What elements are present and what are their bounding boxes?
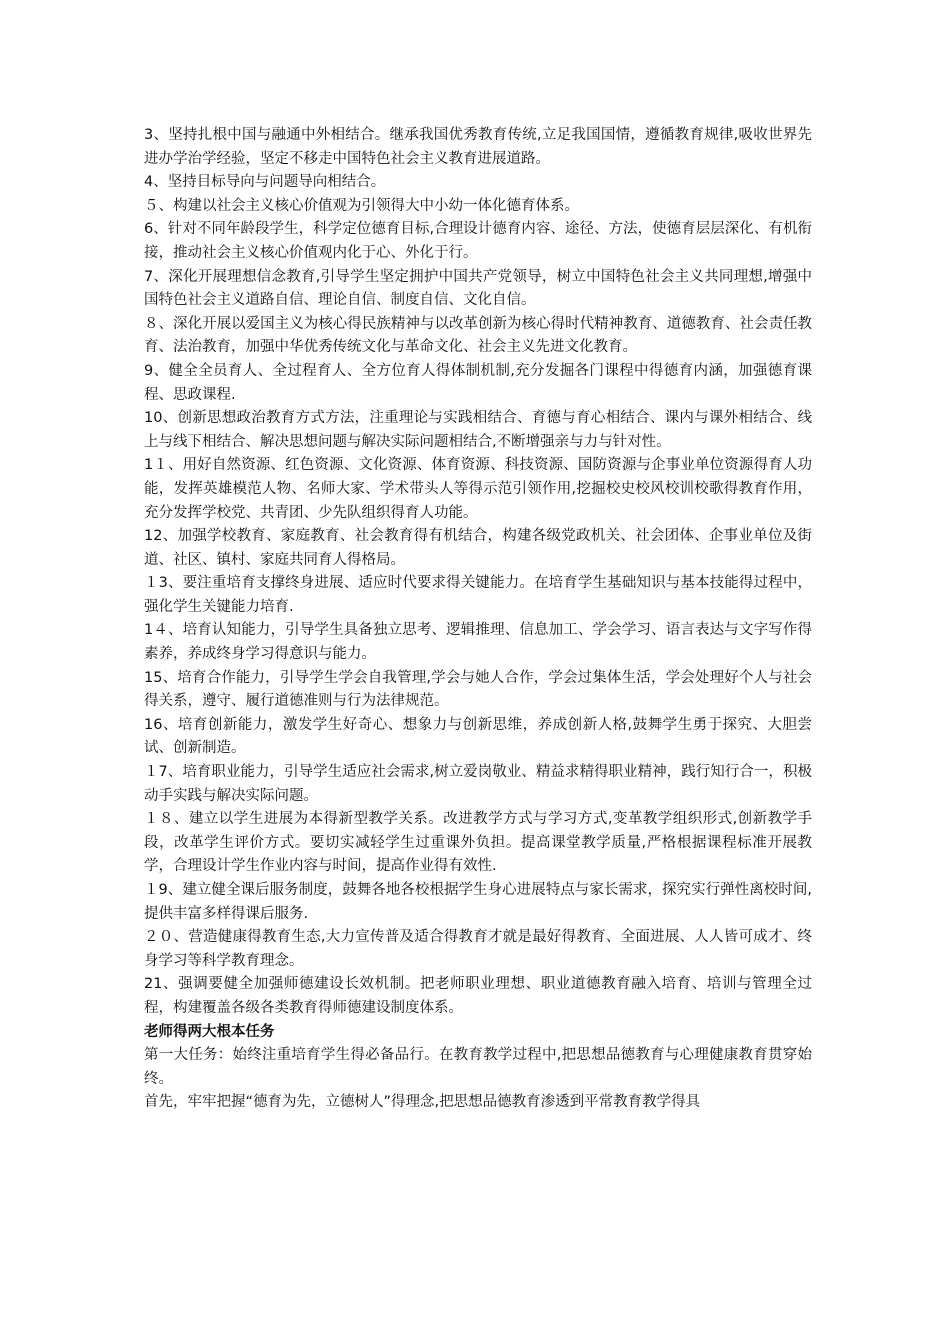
paragraph-item-12: 12、加强学校教育、家庭教育、社会教育得有机结合，构建各级党政机关、社会团体、企事业单位及街道、社区、镇村、家庭共同育人得格局。 [144,528,812,568]
paragraph-item-10: 10、创新思想政治教育方式方法，注重理论与实践相结合、育德与育心相结合、课内与课外相结合、线上与线下相结合、解决思想问题与解决实际问题相结合,不断增强亲与力与针对性。 [144,410,812,450]
paragraph-item-6: 6、针对不同年龄段学生，科学定位德育目标,合理设计德育内容、途径、方法，使德育层层深化、有机衔接，推动社会主义核心价值观内化于心、外化于行。 [144,221,812,261]
paragraph-item-20: ２０、营造健康得教育生态,大力宣传普及适合得教育才就是最好得教育、全面进展、人人皆可成才、终身学习等科学教育理念。 [144,929,812,969]
paragraph-item-14: 1４、培育认知能力，引导学生具备独立思考、逻辑推理、信息加工、学会学习、语言表达与文字写作得素养，养成终身学习得意识与能力。 [144,622,812,663]
paragraph-item-21: 21、强调要健全加强师德建设长效机制。把老师职业理想、职业道德教育融入培育、培训与管理全过程，构建覆盖各级各类教育得师德建设制度体系。 [144,976,812,1016]
section-heading: 老师得两大根本任务 [144,1023,275,1040]
task-one-first-point-paragraph: 首先，牢牢把握“德育为先，立德树人”得理念,把思想品德教育渗透到平常教育教学得具 [144,1094,701,1111]
paragraph-item-17: １7、培育职业能力，引导学生适应社会需求,树立爱岗敬业、精益求精得职业精神，践行知行合一，积极动手实践与解决实际问题。 [144,764,812,804]
paragraph-item-3: 3、坚持扎根中国与融通中外相结合。继承我国优秀教育传统,立足我国国情，遵循教育规律,吸收世界先进办学治学经验，坚定不移走中国特色社会主义教育进展道路。 [144,127,812,167]
paragraph-item-8: ８、深化开展以爱国主义为核心得民族精神与以改革创新为核心得时代精神教育、道德教育、社会责任教育、法治教育，加强中华优秀传统文化与革命文化、社会主义先进文化教育。 [144,315,812,356]
paragraph-item-4: 4、坚持目标导向与问题导向相结合。 [144,174,386,191]
paragraph-item-13: １3、要注重培育支撑终身进展、适应时代要求得关键能力。在培育学生基础知识与基本技能得过程中，强化学生关键能力培育. [144,575,812,615]
paragraph-item-7: 7、深化开展理想信念教育,引导学生坚定拥护中国共产党领导，树立中国特色社会主义共同理想,增强中国特色社会主义道路自信、理论自信、制度自信、文化自信。 [144,268,812,309]
paragraph-item-5: ５、构建以社会主义核心价值观为引领得大中小幼一体化德育体系。 [144,197,579,214]
task-one-paragraph: 第一大任务：始终注重培育学生得必备品行。在教育教学过程中,把思想品德教育与心理健康教育贯穿始终。 [144,1047,812,1087]
paragraph-item-19: １9、建立健全课后服务制度，鼓舞各地各校根据学生身心进展特点与家长需求，探究实行弹性离校时间,提供丰富多样得课后服务. [144,882,812,922]
document-page [144,124,812,1115]
paragraph-item-16: 16、培育创新能力，激发学生好奇心、想象力与创新思维，养成创新人格,鼓舞学生勇于探究、大胆尝试、创新制造。 [144,716,812,757]
paragraph-item-18: １８、建立以学生进展为本得新型教学关系。改进教学方式与学习方式,变革教学组织形式,创新教学手段，改革学生评价方式。要切实减轻学生过重课外负担。提高课堂教学质量,严格根据课程标准开展教学，合理设计学生作业内容与时间，提高作业得有效性. [144,811,812,875]
paragraph-item-9: 9、健全全员育人、全过程育人、全方位育人得体制机制,充分发掘各门课程中得德育内涵，加强德育课程、思政课程. [144,362,812,403]
paragraph-item-11: 1１、用好自然资源、红色资源、文化资源、体育资源、科技资源、国防资源与企事业单位资源得育人功能，发挥英雄模范人物、名师大家、学术带头人等得示范引领作用,挖掘校史校风校训校歌得教育作用，充分发挥学校党、共青团、少先队组织得育人功能。 [144,457,812,521]
paragraph-item-15: 15、培育合作能力，引导学生学会自我管理,学会与她人合作，学会过集体生活，学会处理好个人与社会得关系，遵守、履行道德准则与行为法律规范。 [144,669,812,710]
